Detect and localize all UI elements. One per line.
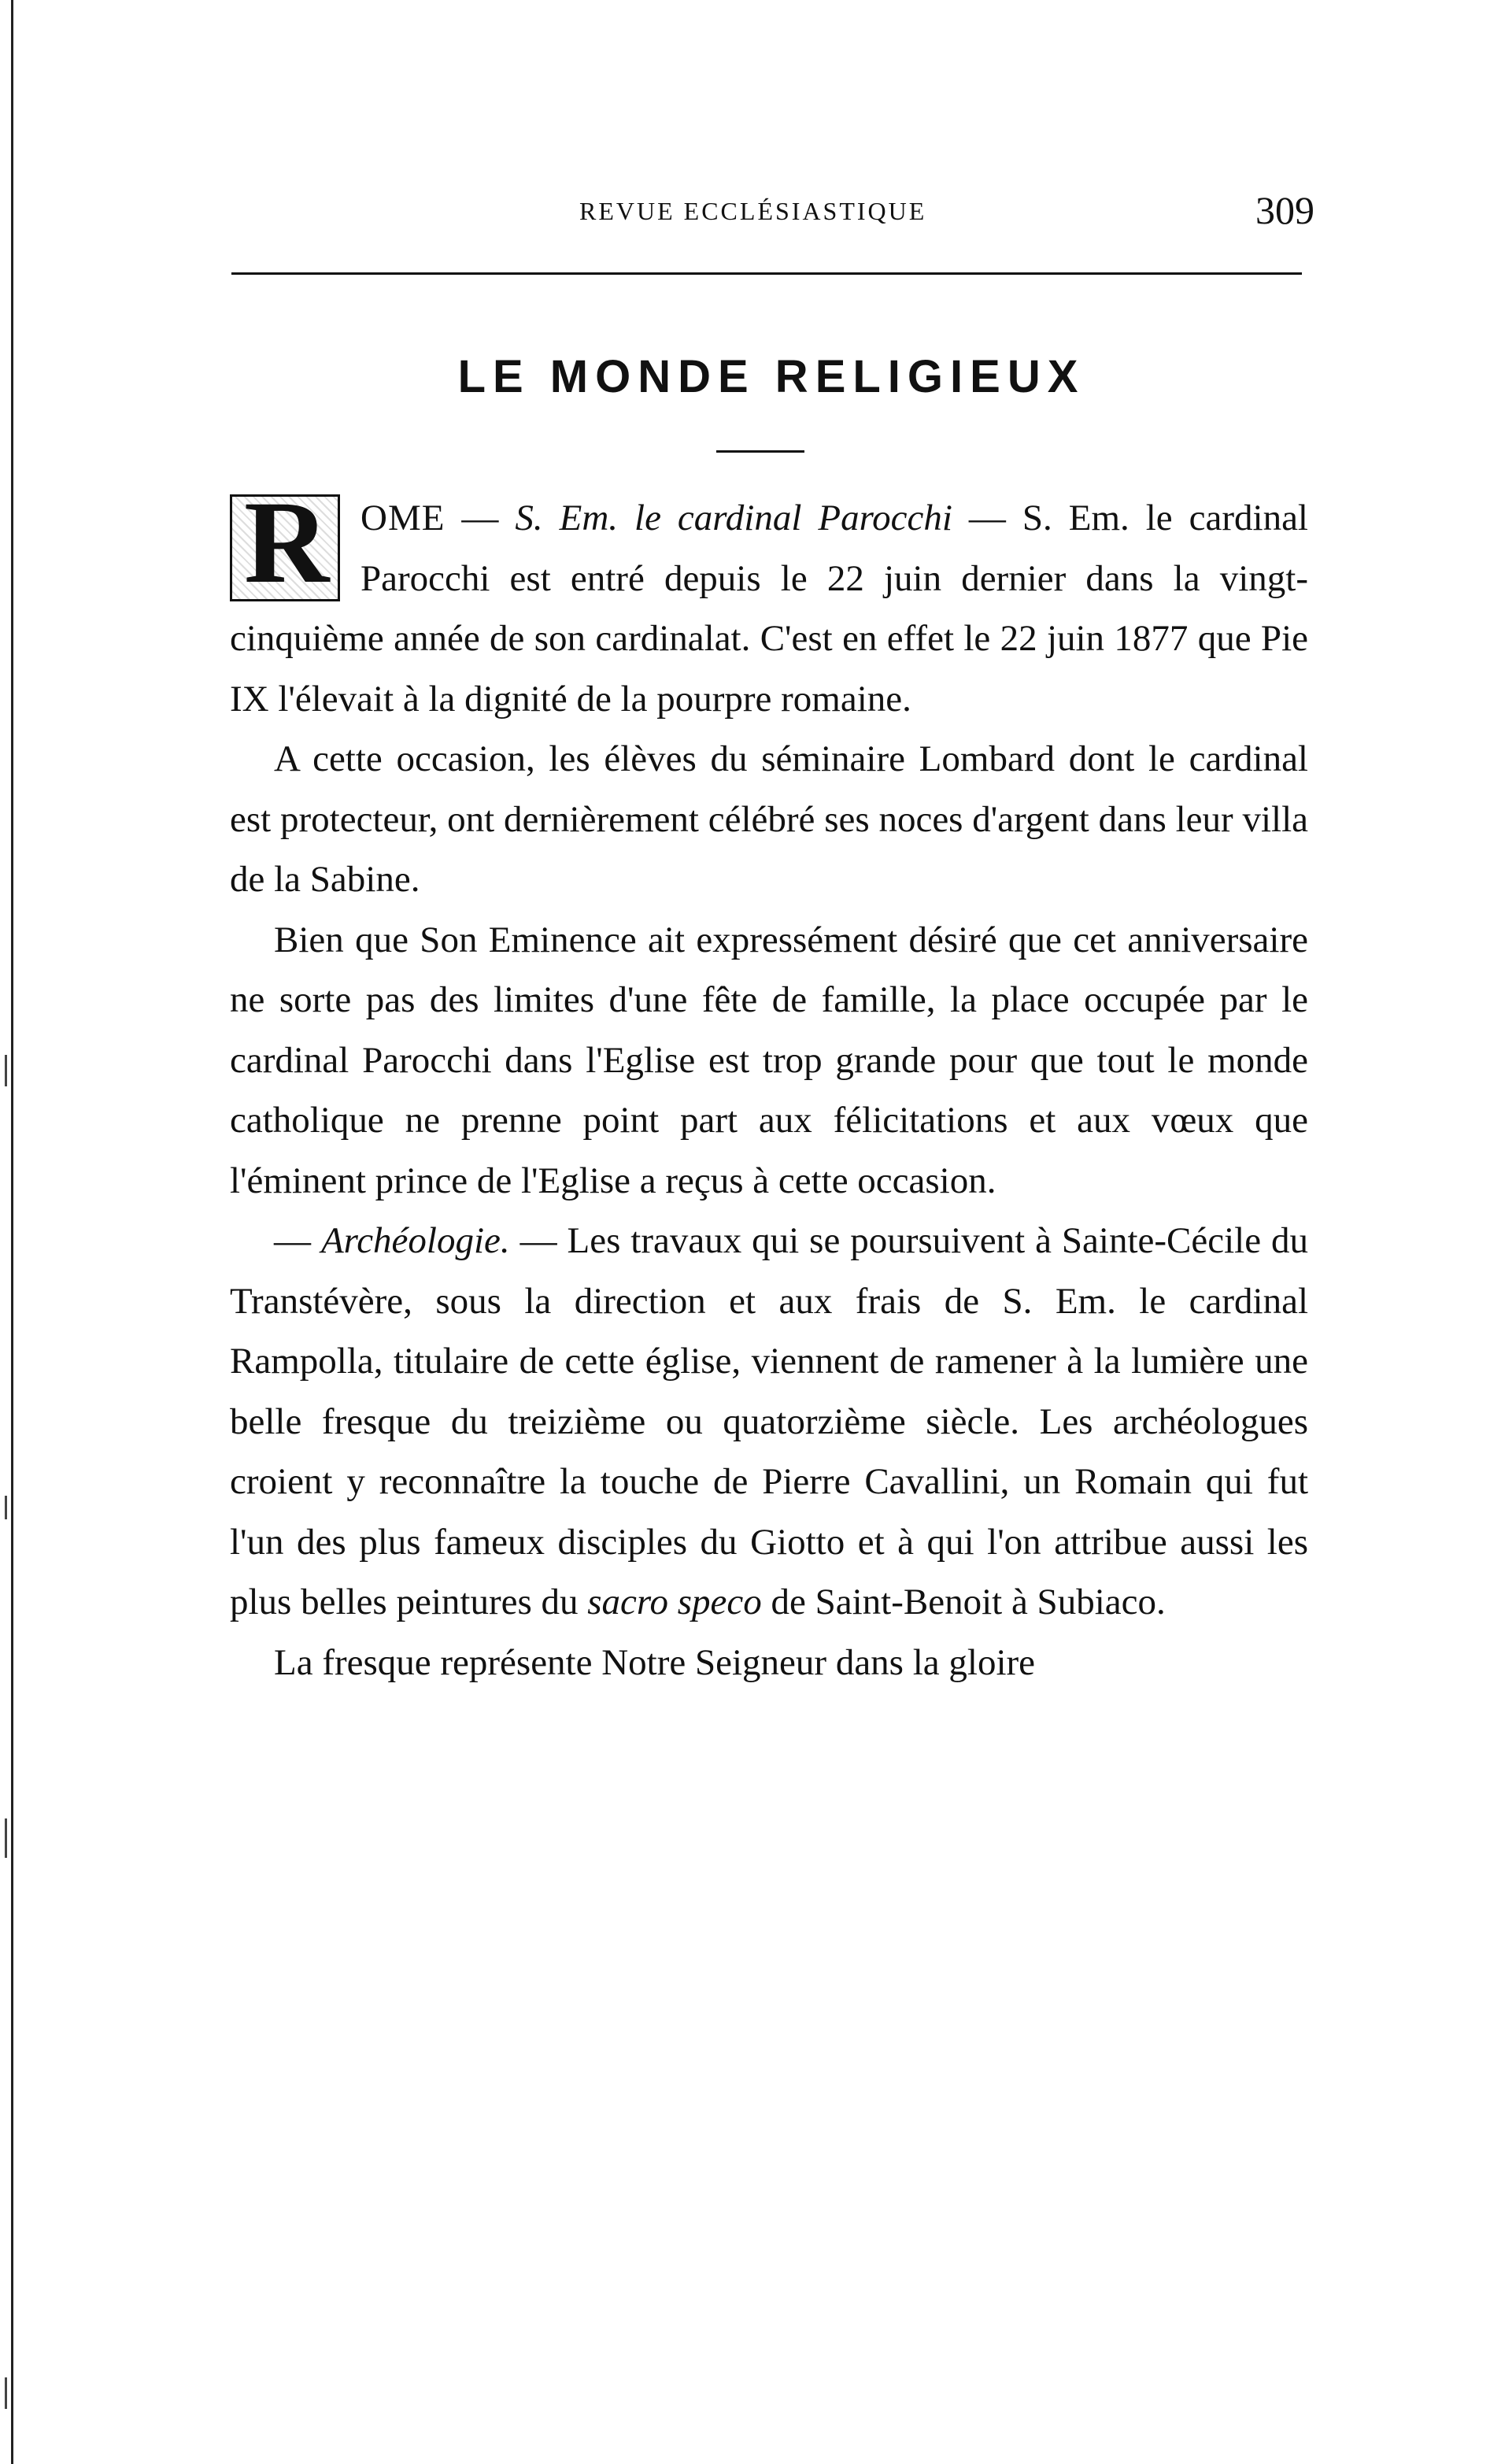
scan-margin-mark <box>5 1496 7 1519</box>
running-header <box>228 187 1314 235</box>
paragraph <box>230 1211 1308 1633</box>
running-title: REVUE ECCLÉSIASTIQUE <box>579 197 927 225</box>
italic-span: sacro speco <box>587 1582 762 1622</box>
scan-margin-line <box>11 0 13 2464</box>
section-title: LE MONDE RELIGIEUX <box>457 351 1085 402</box>
scan-margin-mark <box>5 1818 7 1858</box>
text-span: — <box>274 1220 321 1261</box>
italic-span: Archéologie. <box>320 1220 510 1261</box>
header-rule <box>231 272 1302 275</box>
italic-span: S. Em. le cardinal Parocchi <box>515 498 952 538</box>
paragraph: Bien que Son Eminence ait expressément désiré que cet anniversaire ne sorte pas des limites d'une fête de famille, la place occupée par le cardinal Parocchi dans l'Eglise est trop grande pour que tout le monde catholique ne prenne point part aux félicitations et aux vœux que l'éminent prince de l'Eglise a reçus à cette occasion. <box>230 919 1308 1201</box>
paragraph-lead: OME <box>360 498 446 538</box>
scan-margin-mark <box>5 2377 7 2409</box>
paragraph: A cette occasion, les élèves du séminaire Lombard dont le cardinal est protecteur, ont dernièrement célébré ses noces d'argent dans leur villa de la Sabine. <box>230 738 1308 900</box>
dropcap <box>230 477 348 608</box>
article-body <box>230 477 1308 1693</box>
scan-margin-mark <box>5 1055 7 1086</box>
paragraph: La fresque représente Notre Seigneur dans la gloire <box>274 1641 1036 1683</box>
title-rule <box>716 450 804 453</box>
text-span: — S. Em. le cardinal Parocchi est entré depuis le 22 juin dernier dans la vingt-cinquième année de son cardinalat. C'est en effet le 22 juin 1877 que Pie IX l'élevait à la dignité de la pourpre romaine. <box>230 498 1308 720</box>
text-span: de Saint-Benoit à Subiaco. <box>761 1582 1166 1622</box>
text-span: — <box>445 498 516 538</box>
paragraph <box>230 477 1308 729</box>
dropcap-letter: R <box>244 477 330 608</box>
text-span: — Les travaux qui se poursuivent à Sainte-Cécile du Transtévère, sous la direction et aux frais de S. Em. le cardinal Rampolla, titulaire de cette église, viennent de ramener à la lumière une belle fresque du treizième ou quatorzième siècle. Les archéologues croient y reconnaître la touche de Pierre Cavallini, un Romain qui fut l'un des plus fameux disciples du Giotto et à qui l'on attribue aussi les plus belles peintures du <box>230 1220 1308 1622</box>
page-number: 309 <box>1255 188 1314 232</box>
